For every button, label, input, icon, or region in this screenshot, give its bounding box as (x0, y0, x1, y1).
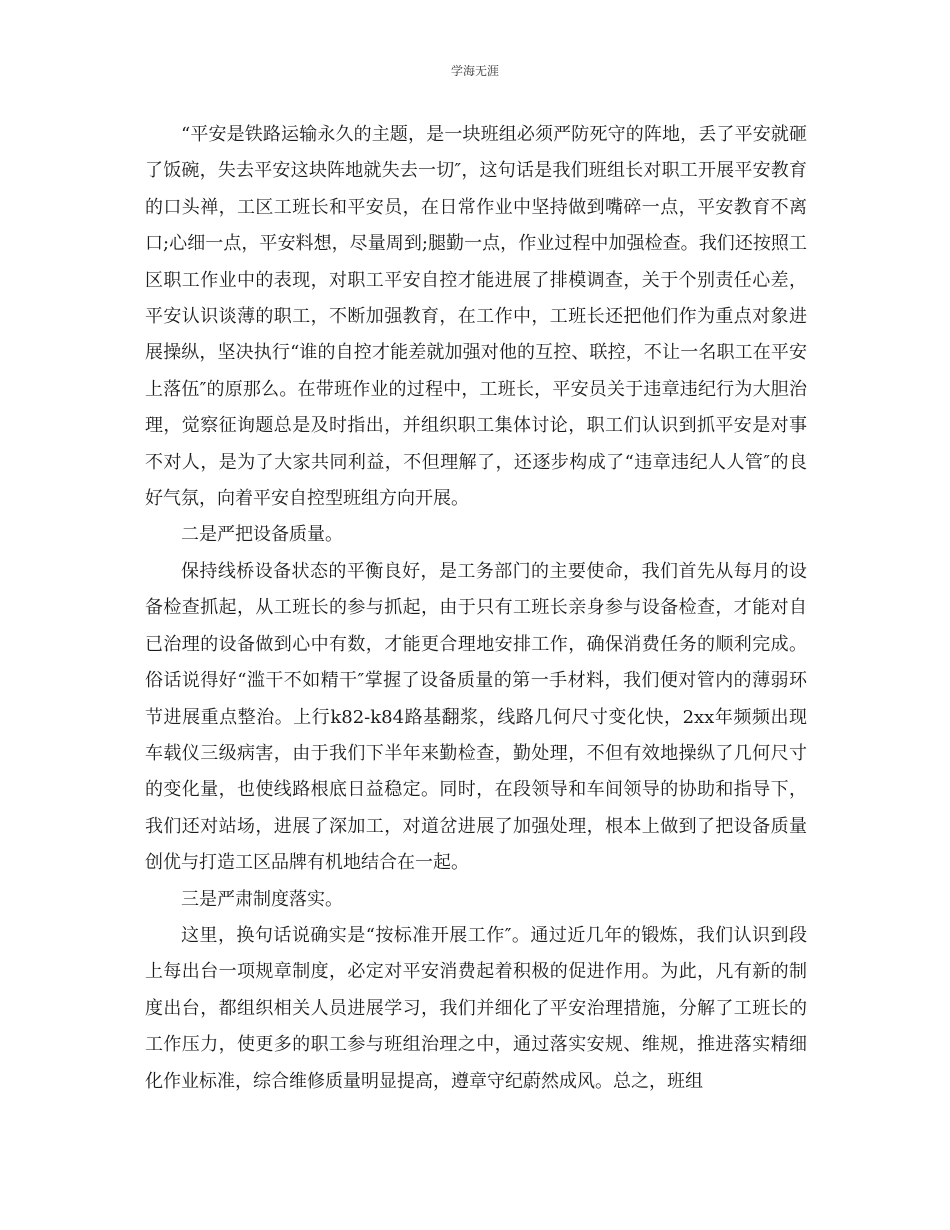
document-body (145, 117, 807, 1100)
paragraph-equipment-quality: 保持线桥设备状态的平衡良好，是工务部门的主要使命，我们首先从每月的设备检查抓起，从工班长的参与抓起，由于只有工班长亲身参与设备检查，才能对自已治理的设备做到心中有数，才能更合理地安排工作，确保消费任务的顺利完成。俗话说得好“滥干不如精干″掌握了设备质量的第一手材料，我们便对管内的薄弱环节进展重点整治。上行k82-k84路基翻浆，线路几何尺寸变化快，2xx年频频出现车载仪三级病害，由于我们下半年来勤检查，勤处理，不但有效地操纵了几何尺寸的变化量，也使线路根底日益稳定。同时，在段领导和车间领导的协助和指导下，我们还对站场，进展了深加工，对道岔进展了加强处理，根本上做到了把设备质量创优与打造工区品牌有机地结合在一起。 (145, 560, 807, 874)
section-heading-rules-implementation: 三是严肃制度落实。 (181, 888, 343, 910)
paragraph-rules-implementation: 这里，换句话说确实是“按标准开展工作″。通过近几年的锻炼，我们认识到段上每出台一项规章制度，必定对平安消费起着积极的促进作用。为此，凡有新的制度出台，都组织相关人员进展学习，我们并细化了平安治理措施，分解了工班长的工作压力，使更多的职工参与班组治理之中，通过落实安规、维规，推进落实精细化作业标准，综合维修质量明显提高，遵章守纪蔚然成风。总之，班组 (145, 924, 807, 1092)
paragraph-safety-education: “平安是铁路运输永久的主题，是一块班组必须严防死守的阵地，丢了平安就砸了饭碗，失去平安这块阵地就失去一切″，这句话是我们班组长对职工开展平安教育的口头禅，工区工班长和平安员，在日常作业中坚持做到嘴碎一点，平安教育不离口;心细一点，平安料想，尽量周到;腿勤一点，作业过程中加强检查。我们还按照工区职工作业中的表现，对职工平安自控才能进展了排模调查，关于个别责任心差，平安认识谈薄的职工，不断加强教育，在工作中，工班长还把他们作为重点对象进展操纵，坚决执行“谁的自控才能差就加强对他的互控、联控，不让一名职工在平安上落伍″的原那么。在带班作业的过程中，工班长，平安员关于违章违纪行为大胆治理，觉察征询题总是及时指出，并组织职工集体讨论，职工们认识到抓平安是对事不对人，是为了大家共同利益，不但理解了，还逐步构成了“违章违纪人人管″的良好气氛，向着平安自控型班组方向开展。 (145, 124, 807, 510)
page-header: 学海无涯 (450, 64, 499, 78)
section-heading-equipment-quality: 二是严把设备质量。 (181, 524, 343, 546)
